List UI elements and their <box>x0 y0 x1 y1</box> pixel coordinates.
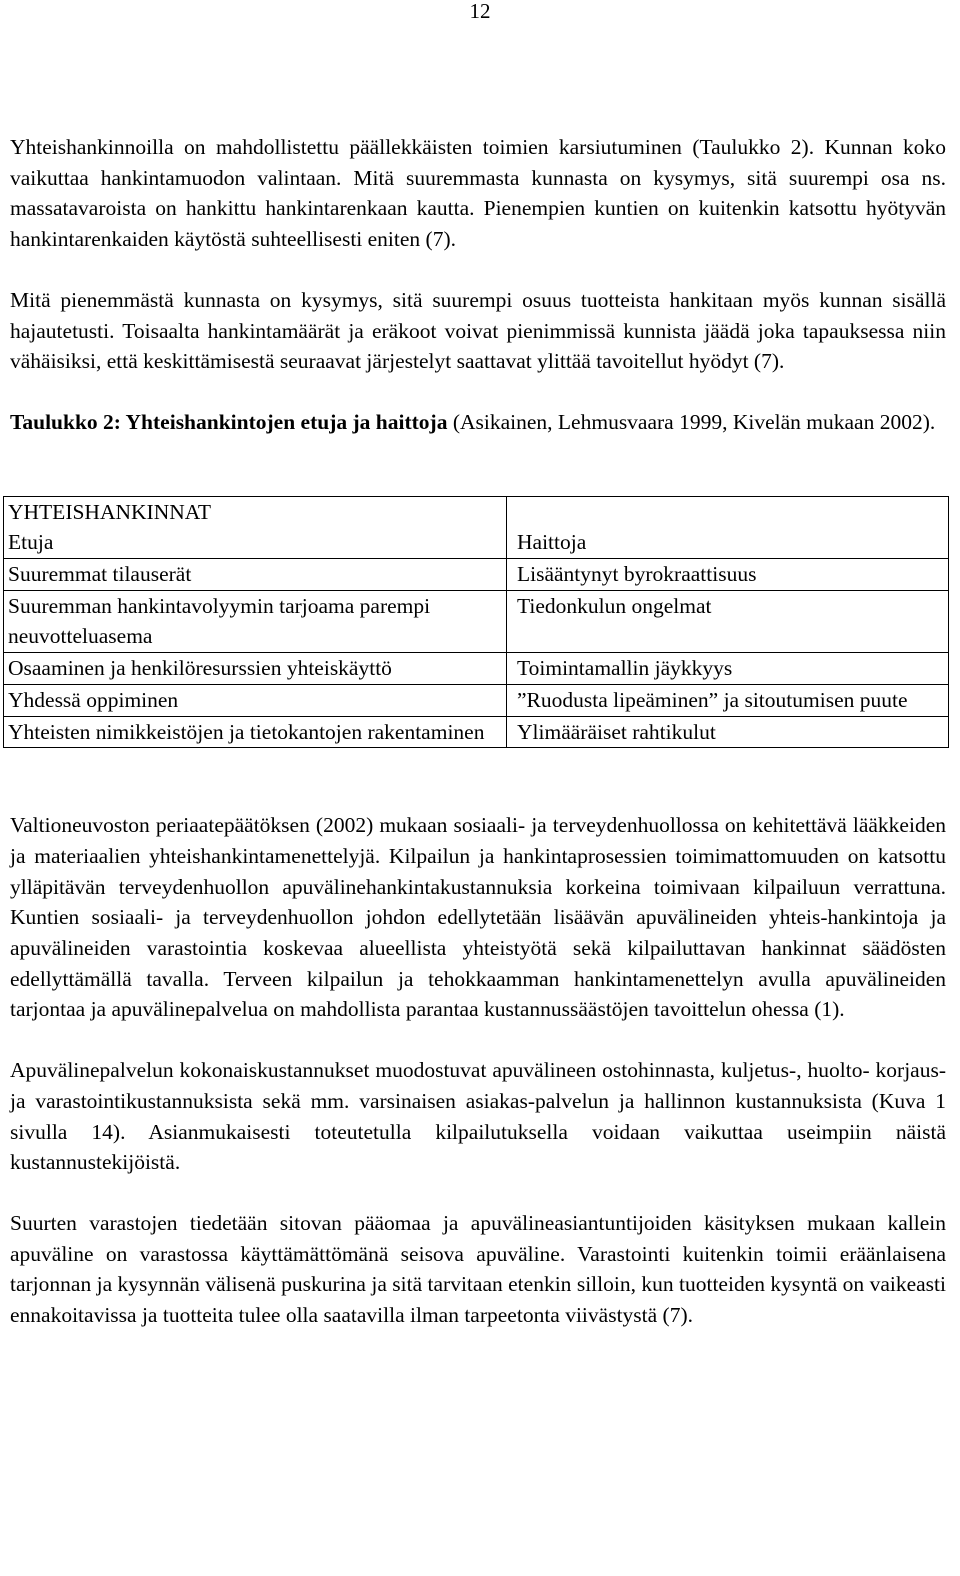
disadvantage-cell: Lisääntynyt byrokraattisuus <box>507 559 949 591</box>
page-number: 12 <box>469 0 491 23</box>
advantages-disadvantages-table <box>3 496 949 749</box>
table-caption-source: (Asikainen, Lehmusvaara 1999, Kivelän mukaan 2002). <box>447 409 936 434</box>
table-row <box>4 590 949 652</box>
disadvantage-cell: Ylimääräiset rahtikulut <box>507 716 949 748</box>
advantage-cell: Suuremmat tilauserät <box>4 559 507 591</box>
table-row <box>4 559 949 591</box>
column-heading-advantages: Etuja <box>8 530 54 555</box>
disadvantage-cell: Tiedonkulun ongelmat <box>507 590 949 652</box>
table-caption-title: Taulukko 2: Yhteishankintojen etuja ja haittoja <box>10 409 448 434</box>
paragraph-5: Suurten varastojen tiedetään sitovan pääomaa ja apuvälineasiantuntijoiden käsityksen mukaan kallein apuväline on varastossa käyttämättömänä seisova apuväline. Varastointi kuitenkin toimii eräänlaisena tarjonnan ja kysynnän välisenä puskurina ja sitä tarvitaan etenkin silloin, kun tuotteiden kysyntä on vaikeasti ennakoitavissa ja tuotteita tulee olla saatavilla ilman tarpeetonta viivästystä (7). <box>10 1210 946 1328</box>
advantage-cell: Osaaminen ja henkilöresurssien yhteiskäyttö <box>4 653 507 685</box>
advantage-cell: Yhteisten nimikkeistöjen ja tietokantojen rakentaminen <box>4 716 507 748</box>
paragraph-2: Mitä pienemmästä kunnasta on kysymys, sitä suurempi osuus tuotteista hankitaan myös kunnan sisällä hajautetusti. Toisaalta hankintamäärät ja eräkoot voivat pienimmissä kunnista jäädä joka tapauksessa niin vähäisiksi, että keskittämisestä seuraavat järjestelyt saattavat ylittää tavoitellut hyödyt (7). <box>10 287 946 374</box>
paragraph-1: Yhteishankinnoilla on mahdollistettu päällekkäisten toimien karsiutuminen (Taulukko 2). Kunnan koko vaikuttaa hankintamuodon valintaan. Mitä suuremmasta kunnasta on kysymys, sitä suurempi osa ns. massatavaroista on hankittu hankintarenkaan kautta. Pienempien kuntien on kuitenkin katsottu hyötyvän hankintarenkaiden käytöstä suhteellisesti eniten (7). <box>10 135 946 252</box>
table-heading: YHTEISHANKINNAT <box>8 499 212 524</box>
table-caption <box>10 407 946 438</box>
disadvantage-cell: ”Ruodusta lipeäminen” ja sitoutumisen puute <box>507 684 949 716</box>
table-row <box>4 684 949 716</box>
paragraph-3: Valtioneuvoston periaatepäätöksen (2002) mukaan sosiaali- ja terveydenhuollossa on kehitettävä lääkkeiden ja materiaalien yhteishankintamenettelyjä. Kilpailun ja hankintaprosessien toimimattomuuden on katsottu ylläpitävän terveydenhuollon apuvälinehankintakustannuksia korkeina toimivaan kilpailuun verrattuna. Kuntien sosiaali- ja terveydenhuollon johdon edellytetään lisäävän apuvälineiden yhteis-hankintoja ja apuvälineiden varastointia koskevaa alueellista yhteistyötä sekä kilpailuttavan hankinnat säädösten edellyttämällä tavalla. Terveen kilpailun ja tehokkaamman hankintamenettelyn avulla apuvälineiden tarjontaa ja apuvälinepalvelua on mahdollista parantaa kustannussäästöjen tavoittelun ohessa (1). <box>10 813 946 1022</box>
advantage-cell: Yhdessä oppiminen <box>4 684 507 716</box>
page-content <box>10 132 946 1361</box>
advantage-cell: Suuremman hankintavolyymin tarjoama parempi neuvotteluasema <box>4 590 507 652</box>
table-row <box>4 716 949 748</box>
column-heading-disadvantages: Haittoja <box>517 530 587 555</box>
table-heading-cell <box>4 496 507 558</box>
table-header-row <box>4 496 949 558</box>
table-row <box>4 653 949 685</box>
paragraph-4: Apuvälinepalvelun kokonaiskustannukset muodostuvat apuvälineen ostohinnasta, kuljetus-, huolto- korjaus- ja varastointikustannuksista sekä mm. varsinaisen asiakas-palvelun ja hallinnon kustannuksista (Kuva 1 sivulla 14). Asianmukaisesti toteutetulla kilpailutuksella voidaan vaikuttaa useimpiin näistä kustannustekijöistä. <box>10 1058 946 1175</box>
column-heading-cell-disadvantages <box>507 496 949 558</box>
after-table-text <box>10 810 946 1331</box>
disadvantage-cell: Toimintamallin jäykkyys <box>507 653 949 685</box>
